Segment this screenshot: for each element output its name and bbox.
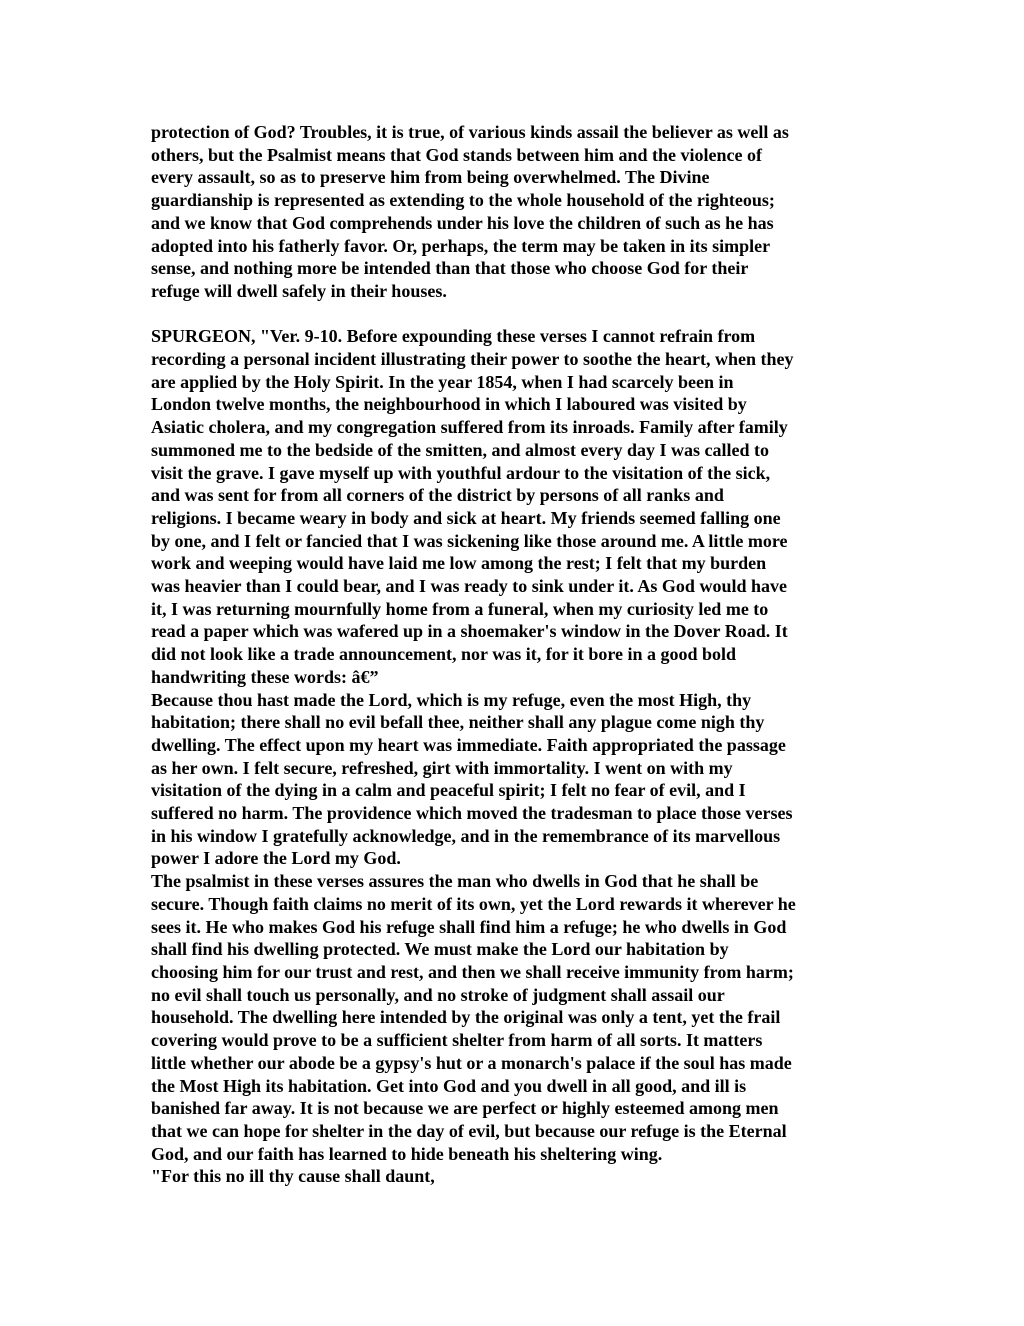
text-line: religions. I became weary in body and sick at heart. My friends seemed falling one (151, 507, 781, 528)
text-line: recording a personal incident illustrating their power to soothe the heart, when they (151, 349, 794, 370)
text-line: power I adore the Lord my God. (151, 848, 401, 869)
text-line: shall find his dwelling protected. We must make the Lord our habitation by (151, 939, 729, 960)
text-line: handwriting these words: â€” (151, 666, 379, 687)
text-line: as her own. I felt secure, refreshed, girt with immortality. I went on with my (151, 757, 733, 778)
text-line: are applied by the Holy Spirit. In the year 1854, when I had scarcely been in (151, 371, 734, 392)
document-page (151, 121, 881, 1188)
paragraph-5 (151, 1165, 881, 1188)
text-line: visit the grave. I gave myself up with youthful ardour to the visitation of the sick, (151, 462, 771, 483)
text-line: guardianship is represented as extending to the whole household of the righteous; (151, 190, 775, 211)
text-line: did not look like a trade announcement, nor was it, for it bore in a good bold (151, 644, 737, 665)
text-line: sense, and nothing more be intended than that those who choose God for their (151, 258, 749, 279)
paragraph-4 (151, 870, 881, 1165)
paragraph-3 (151, 689, 881, 871)
text-line: it, I was returning mournfully home from a funeral, when my curiosity led me to (151, 598, 769, 619)
text-line: suffered no harm. The providence which moved the tradesman to place those verses (151, 803, 793, 824)
text-line: every assault, so as to preserve him from being overwhelmed. The Divine (151, 167, 710, 188)
paragraph-gap (151, 303, 881, 326)
text-line: secure. Though faith claims no merit of its own, yet the Lord rewards it wherever he (151, 893, 796, 914)
text-line: covering would prove to be a sufficient shelter from harm of all sorts. It matters (151, 1030, 763, 1051)
text-line: visitation of the dying in a calm and peaceful spirit; I felt no fear of evil, and I (151, 780, 746, 801)
paragraph-2 (151, 325, 881, 688)
text-line: the Most High its habitation. Get into God and you dwell in all good, and ill is (151, 1075, 747, 1096)
text-line: God, and our faith has learned to hide beneath his sheltering wing. (151, 1143, 663, 1164)
text-line: summoned me to the bedside of the smitten, and almost every day I was called to (151, 439, 769, 460)
text-line: habitation; there shall no evil befall thee, neither shall any plague come nigh thy (151, 712, 765, 733)
text-line: The psalmist in these verses assures the man who dwells in God that he shall be (151, 871, 759, 892)
text-line: adopted into his fatherly favor. Or, perhaps, the term may be taken in its simpler (151, 235, 771, 256)
text-line: protection of God? Troubles, it is true, of various kinds assail the believer as well as (151, 122, 789, 142)
text-line: others, but the Psalmist means that God stands between him and the violence of (151, 144, 763, 165)
paragraph-1 (151, 121, 881, 303)
text-line: Because thou hast made the Lord, which is my refuge, even the most High, thy (151, 689, 752, 710)
text-line: and was sent for from all corners of the district by persons of all ranks and (151, 485, 724, 506)
text-line: sees it. He who makes God his refuge shall find him a refuge; he who dwells in God (151, 916, 787, 937)
text-line: little whether our abode be a gypsy's hut or a monarch's palace if the soul has made (151, 1052, 792, 1073)
text-line: by one, and I felt or fancied that I was sickening like those around me. A little more (151, 530, 788, 551)
text-line: that we can hope for shelter in the day of evil, but because our refuge is the Eternal (151, 1120, 787, 1141)
text-line: dwelling. The effect upon my heart was immediate. Faith appropriated the passage (151, 734, 786, 755)
text-line: banished far away. It is not because we are perfect or highly esteemed among men (151, 1098, 779, 1119)
text-line: was heavier than I could bear, and I was ready to sink under it. As God would have (151, 576, 787, 597)
text-line: and we know that God comprehends under his love the children of such as he has (151, 212, 774, 233)
text-line: household. The dwelling here intended by the original was only a tent, yet the frail (151, 1007, 781, 1028)
text-line: London twelve months, the neighbourhood in which I laboured was visited by (151, 394, 747, 415)
text-line: "For this no ill thy cause shall daunt, (151, 1166, 435, 1187)
text-line: Asiatic cholera, and my congregation suffered from its inroads. Family after family (151, 417, 788, 438)
text-line: no evil shall touch us personally, and no stroke of judgment shall assail our (151, 984, 725, 1005)
text-line: choosing him for our trust and rest, and then we shall receive immunity from harm; (151, 962, 794, 982)
text-line: read a paper which was wafered up in a shoemaker's window in the Dover Road. It (151, 621, 788, 642)
text-line: in his window I gratefully acknowledge, and in the remembrance of its marvellous (151, 825, 781, 846)
text-line: refuge will dwell safely in their houses. (151, 280, 447, 301)
text-line: SPURGEON, "Ver. 9-10. Before expounding these verses I cannot refrain from (151, 326, 756, 347)
text-line: work and weeping would have laid me low among the rest; I felt that my burden (151, 553, 767, 574)
